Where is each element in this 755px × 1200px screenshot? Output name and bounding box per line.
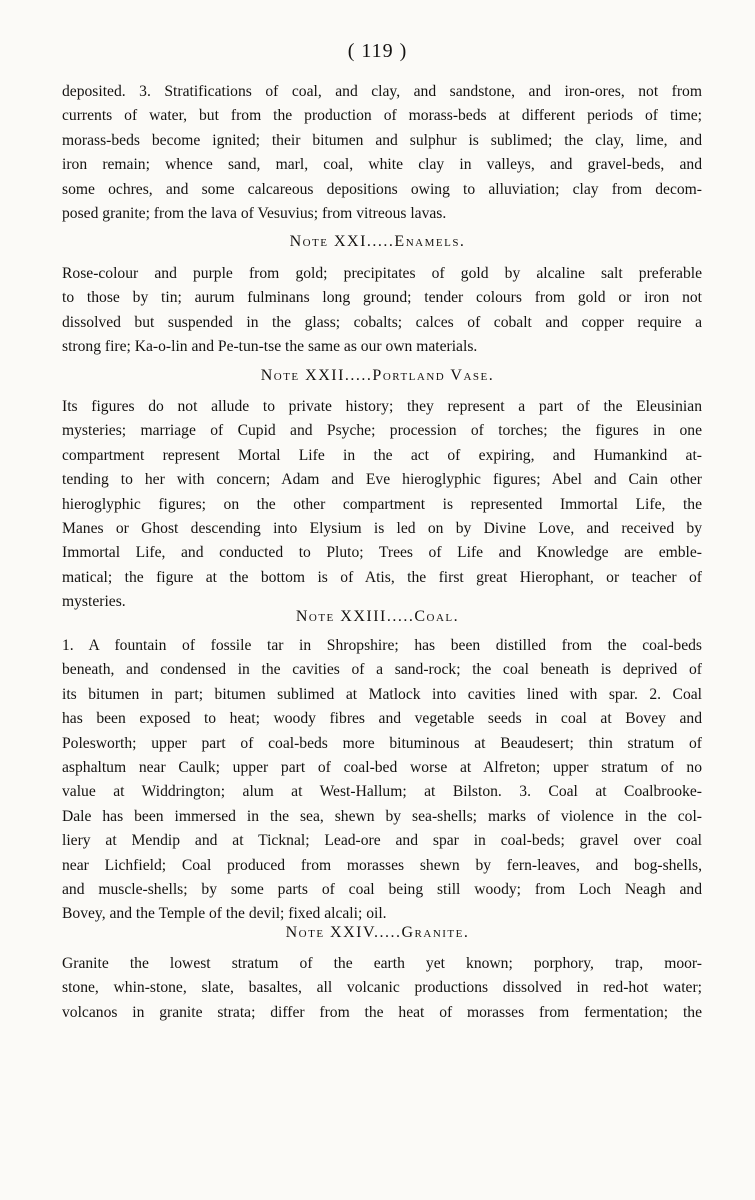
text-line: stone, whin-stone, slate, basaltes, all volcanic productions dissolved in red-hot water;	[62, 979, 702, 997]
paragraph-portland-vase	[62, 395, 702, 615]
text-line: mysteries.	[62, 593, 126, 611]
text-line: Polesworth; upper part of coal-beds more bituminous at Beaudesert; thin stratum of	[62, 734, 702, 752]
text-line: some ochres, and some calcareous depositions owing to alluviation; clay from decom-	[62, 180, 702, 198]
paragraph-coal	[62, 634, 702, 927]
paragraph-enamels	[62, 262, 702, 360]
paragraph-strata	[62, 80, 702, 226]
text-line: Its figures do not allude to private history; they represent a part of the Eleusinian	[62, 398, 702, 415]
heading-note-24: Note XXIV.....Granite.	[285, 924, 470, 941]
page-number: ( 119 )	[347, 40, 408, 62]
text-line: morass-beds become ignited; their bitumen and sulphur is sublimed; the clay, lime, and	[62, 131, 702, 149]
text-line: Dale has been immersed in the sea, shewn by sea-shells; marks of violence in the col-	[62, 807, 702, 825]
text-line: strong fire; Ka-o-lin and Pe-tun-tse the same as our own materials.	[62, 338, 478, 356]
text-line: Bovey, and the Temple of the devil; fixed alcali; oil.	[62, 905, 387, 923]
text-line: deposited. 3. Stratifications of coal, and clay, and sandstone, and iron-ores, not from	[62, 83, 702, 100]
text-line: beneath, and condensed in the cavities of a sand-rock; the coal beneath is deprived of	[62, 661, 702, 679]
text-line: Rose-colour and purple from gold; precipitates of gold by alcaline salt preferable	[62, 265, 702, 282]
heading-note-22: Note XXII.....Portland Vase.	[260, 367, 495, 384]
text-line: posed granite; from the lava of Vesuvius; from vitreous lavas.	[62, 205, 447, 223]
text-line: tending to her with concern; Adam and Eve hieroglyphic figures; Abel and Cain other	[62, 471, 702, 489]
text-line: volcanos in granite strata; differ from the heat of morasses from fermentation; the	[62, 1003, 702, 1021]
text-line: value at Widdrington; alum at West-Hallum; at Bilston. 3. Coal at Coalbrooke-	[62, 783, 702, 801]
text-line: hieroglyphic figures; on the other compartment is represented Immortal Life, the	[62, 495, 702, 513]
text-line: asphaltum near Caulk; upper part of coal-bed worse at Alfreton; upper stratum of no	[62, 759, 702, 777]
text-line: matical; the figure at the bottom is of Atis, the first great Hierophant, or teacher of	[62, 568, 702, 586]
text-line: dissolved but suspended in the glass; cobalts; calces of cobalt and copper require a	[62, 313, 702, 331]
text-line: to those by tin; aurum fulminans long ground; tender colours from gold or iron not	[62, 289, 702, 307]
paragraph-granite	[62, 952, 702, 1025]
text-line: Immortal Life, and conducted to Pluto; Trees of Life and Knowledge are emble-	[62, 544, 702, 562]
text-line: mysteries; marriage of Cupid and Psyche; procession of torches; the figures in one	[62, 422, 702, 440]
text-line: iron remain; whence sand, marl, coal, white clay in valleys, and gravel-beds, and	[62, 156, 702, 174]
text-line: compartment represent Mortal Life in the act of expiring, and Humankind at-	[62, 446, 702, 464]
text-line: currents of water, but from the production of morass-beds at different periods of time;	[62, 107, 702, 125]
text-line: liery at Mendip and at Ticknal; Lead-ore and spar in coal-beds; gravel over coal	[62, 832, 702, 850]
text-line: its bitumen in part; bitumen sublimed at Matlock into cavities lined with spar. 2. Coal	[62, 685, 702, 703]
text-line: Manes or Ghost descending into Elysium is led on by Divine Love, and received by	[62, 520, 702, 538]
text-line: near Lichfield; Coal produced from morasses shewn by fern-leaves, and bog-shells,	[62, 856, 702, 874]
heading-note-23: Note XXIII.....Coal.	[295, 608, 460, 625]
text-line: and muscle-shells; by some parts of coal being still woody; from Loch Neagh and	[62, 881, 702, 899]
text-line: Granite the lowest stratum of the earth yet known; porphory, trap, moor-	[62, 955, 702, 972]
heading-note-21: Note XXI.....Enamels.	[289, 233, 466, 250]
text-line: 1. A fountain of fossile tar in Shropshire; has been distilled from the coal-beds	[62, 637, 702, 654]
text-line: has been exposed to heat; woody fibres and vegetable seeds in coal at Bovey and	[62, 710, 702, 728]
